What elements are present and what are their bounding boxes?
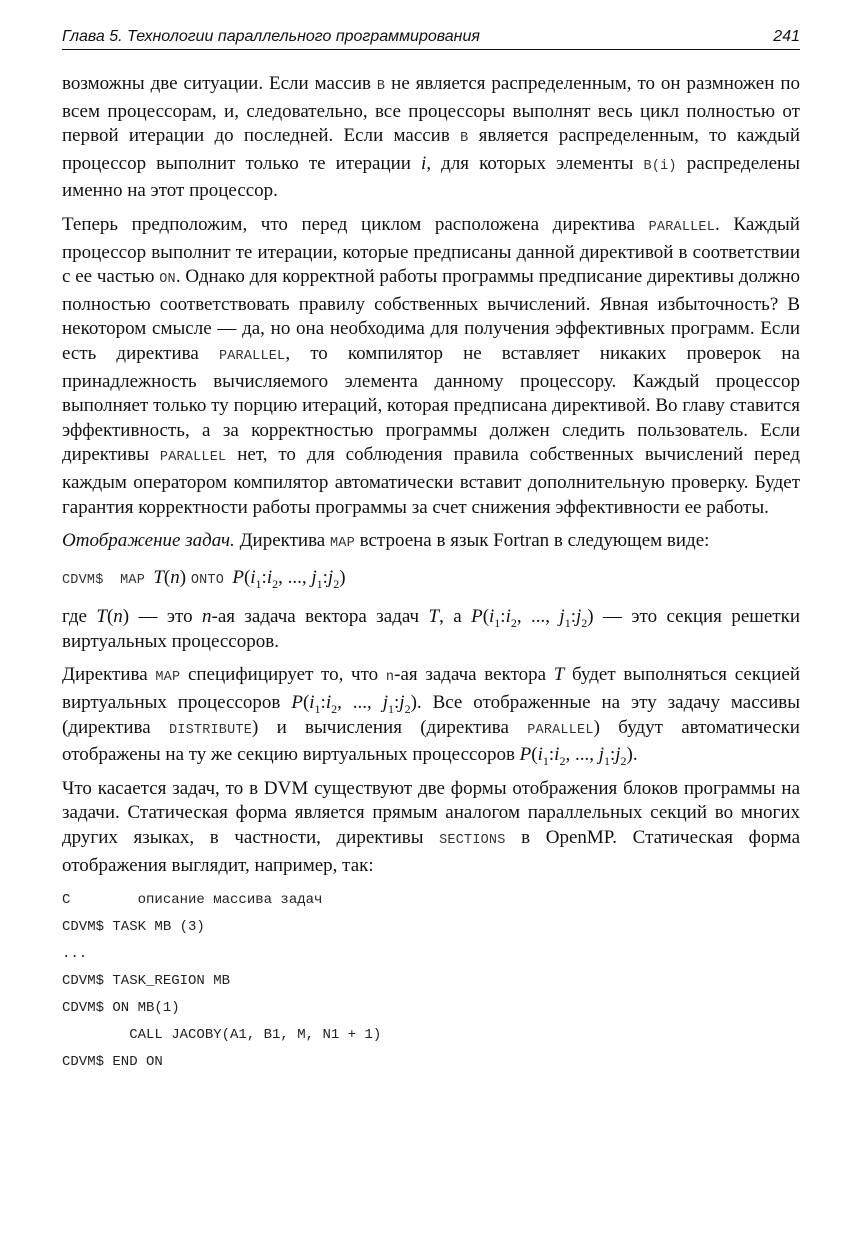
book-page: [62, 28, 800, 1076]
code-inline: B: [376, 79, 386, 94]
code-inline: DISTRIBUTE: [168, 722, 252, 738]
paragraph-1: возможны две ситуации. Если массив B не является распределенным, то он размножен по всем процессорам, и, следовательно, все процессоры выполнят весь цикл полностью от первой итерации до последней. Если массив B является распределенным, то каждый процессор выполнит только те итерации i, для которых элементы B(i) распределены именно на этот процессор.: [62, 73, 800, 202]
body-text: [62, 72, 800, 878]
code-inline: MAP: [329, 536, 355, 552]
code-inline: SECTIONS: [439, 833, 506, 849]
code-line: CALL JACOBY(A1, B1, M, N1 + 1): [62, 1027, 382, 1044]
paragraph-2: Теперь предположим, что перед циклом расположена директива PARALLEL. Каждый процессор выполнит те итерации, которые предписаны данной директивой в соответствии с ее частью ON. Однако для корректной работы программы предписание директивы должно полностью соответствовать правилу собственных вычислений. Явная избыточность? В некотором смысле — да, но она необходима для получения эффективных программ. Если есть директива PARALLEL, то компилятор не вставляет никаких проверок на принадлежность вычисляемого элемента данному процессору. Каждый процессор выполняет только ту порцию итераций, которая предписана директивой. Во главу ставится эффективность, а за корректностью программы должен следить пользователь. Если директивы PARALLEL нет, то для соблюдения правила собственных вычислений перед каждым оператором компилятор автоматически вставит дополнительную проверку. Будет гарантия корректности работы программы за счет снижения эффективности ее работы.: [62, 213, 801, 518]
chapter-title: Глава 5. Технологии параллельного программирования: [62, 28, 480, 45]
code-line: C описание массива задач: [62, 892, 323, 909]
paragraph-6: Что касается задач, то в DVM существуют две формы отображения блоков программы на задачи. Статическая форма является прямым аналогом параллельных секций во многих других языках, в частности, директивы SECTIONS в OpenMP. Статическая форма отображения выглядит, например, так:: [62, 777, 800, 876]
page-number: 241: [773, 28, 800, 45]
running-header: [62, 28, 800, 50]
code-inline: n: [385, 670, 395, 686]
code-line: CDVM$ TASK_REGION MB: [62, 973, 231, 990]
code-inline: PARALLEL: [527, 722, 594, 738]
paragraph-4: где T(n) — это n-ая задача вектора задач T, а $P(i_1:i_2$, ..., $j_1:j_2$) — это секция решетки виртуальных процессоров.: [62, 606, 801, 652]
paragraph-3: Отображение задач. Директива MAP встроена в язык Fortran в следующем виде:: [62, 530, 710, 552]
paragraph-5: Директива MAP специфицирует то, что n-ая задача вектора T будет выполняться секцией виртуальных процессоров $P(i_1:i_2$, ..., $j_1:j_2$). Все отображенные на эту задачу массивы (директива DISTRIBUTE) и вычисления (директива PARALLEL) будут автоматически отображены на ту же секцию виртуальных процессоров $P(i_1:i_2$, ..., $j_1:j_2$).: [62, 664, 801, 769]
code-inline: PARALLEL: [218, 348, 286, 364]
section-heading: Отображение задач.: [62, 530, 235, 552]
code-inline: ON: [159, 272, 176, 288]
code-inline: MAP: [155, 670, 181, 686]
map-directive-formula: CDVM$ MAP T(n) ONTO $P(i_1:i_2$, ..., $j_1:j_2$): [62, 566, 346, 591]
code-inline: B(i): [643, 158, 677, 174]
code-line: ...: [62, 946, 88, 963]
code-line: CDVM$ TASK MB (3): [62, 919, 205, 936]
code-line: CDVM$ ON MB(1): [62, 1000, 180, 1017]
code-line: CDVM$ END ON: [62, 1054, 163, 1071]
code-inline: PARALLEL: [159, 450, 227, 466]
code-listing: [62, 887, 800, 1076]
code-inline: PARALLEL: [648, 219, 716, 235]
code-inline: B: [460, 131, 469, 147]
